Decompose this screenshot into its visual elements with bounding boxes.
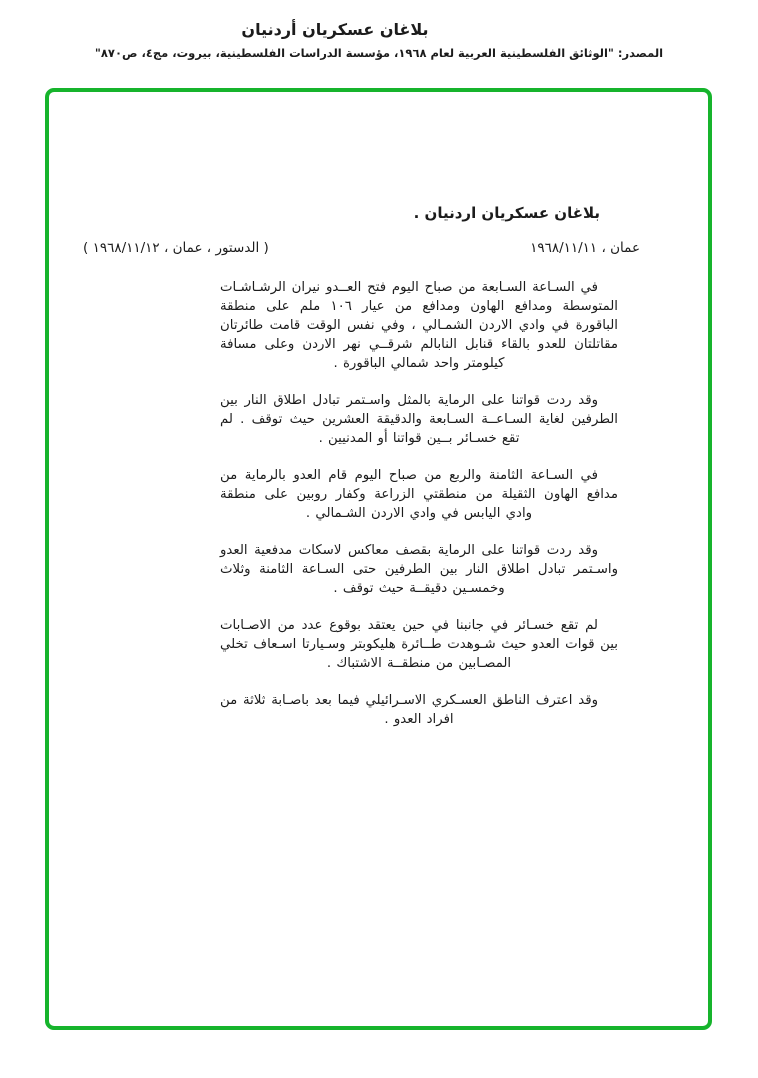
document-body (220, 278, 618, 747)
newspaper-citation: ( الدستور ، عمان ، ١٩٦٨/١١/١٢ ) (83, 240, 269, 256)
source-citation: المصدر: "الوثائق الفلسطينية العربية لعام ١٩٦٨، مؤسسة الدراسات الفلسطينية، بيروت، مج٤، ص٨٧٠" (94, 46, 664, 60)
document-paragraph: وقد اعترف الناطق العسـكري الاسـرائيلي فيما بعد باصـابة ثلاثة من افراد العدو . (220, 693, 598, 727)
document-paragraph: لم تقع خسـائر في جانبنا في حين يعتقد بوقوع عدد من الاصـابات بين قوات العدو حيث شـوهدت طــائرة هليكوبتر وسـيارتا اسـعاف تخلي المصـابين من منطقــة الاشتباك . (220, 618, 618, 671)
document-frame (45, 88, 712, 1030)
document-paragraph: وقد ردت قواتنا على الرماية بقصف معاكس لاسكات مدفعية العدو واسـتمر تبادل اطلاق النار بين الطرفين حتى السـاعة الثامنة وثلاث وخمسـين دقيقــة حيث توقف . (220, 543, 618, 596)
document-paragraph: وقد ردت قواتنا على الرماية بالمثل واسـتمر تبادل اطلاق النار بين الطرفين لغاية السـاعــة السـابعة والدقيقة العشرين حيث توقف . لم تقع خسـائر بــين قواتنا أو المدنيين . (220, 393, 618, 446)
document-paragraph: في السـاعة السـابعة من صباح اليوم فتح العــدو نيران الرشـاشـات المتوسطة ومدافع الهاون ومدافع من عيار ١٠٦ ملم على منطقة الباقورة في وادي الاردن الشمـالي ، وفي نفس الوقت قامت طائرتان مقاتلتان للعدو بالقاء قنابل النابالم شرقــي نهر الاردن وعلى مسافة كيلومتر واحد شمالي الباقورة . (220, 280, 619, 371)
page-header (0, 20, 758, 60)
document-title: بلاغان عسكريان اردنيان . (413, 204, 600, 222)
document-scan (49, 92, 708, 1026)
document-dateline (83, 240, 640, 256)
document-paragraph: في السـاعة الثامنة والربع من صباح اليوم قام العدو بالرماية من مدافع الهاون الثقيلة من منطقتي الزراعة وكفار روبين على منطقة وادي اليابس في وادي الاردن الشـمالي . (220, 468, 618, 521)
page-title: بلاغان عسكريان أردنيان (241, 20, 429, 39)
place-date: عمان ، ١٩٦٨/١١/١١ (530, 240, 640, 256)
